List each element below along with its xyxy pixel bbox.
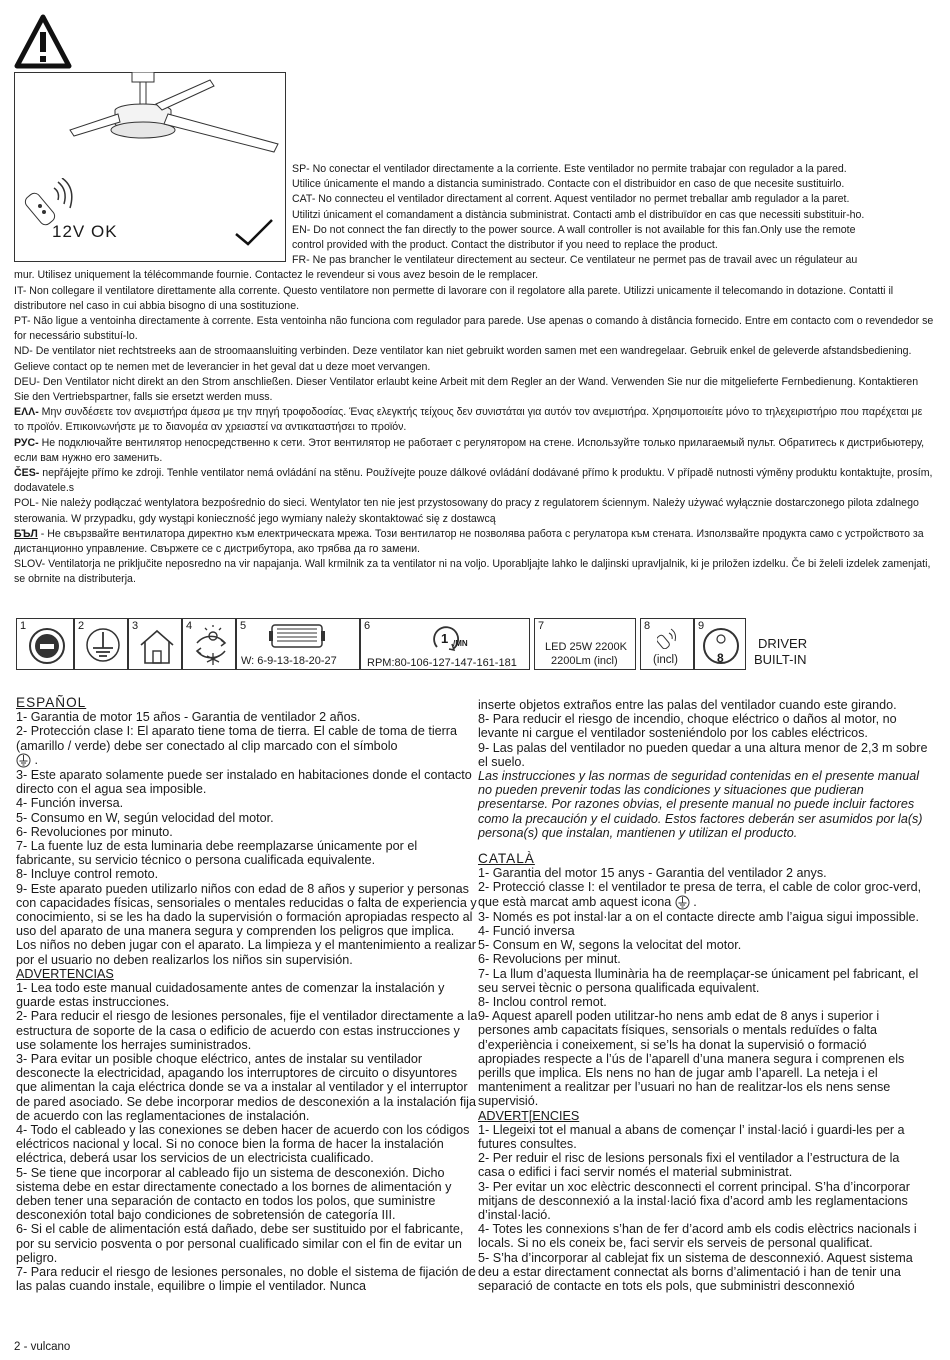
motor-icon <box>269 623 325 649</box>
spec-cell-warranty: 1 <box>16 618 74 670</box>
warning-deu: DEU- Den Ventilator nicht direkt an den Strom anschließen. Dieser Ventilator erlaubt keine Arbeit mit dem Regler an der Wand. Verwenden Sie nur die mitgelieferte Fernbedienung. Kontaktieren Sie den Vertriebspartner, falls sie ersetzt werden muss. <box>14 375 919 404</box>
spec-cell-children: 9 8 <box>694 618 746 670</box>
spec-cell-reverse: 4 <box>182 618 236 670</box>
spec-cell-watts: 5 W: 6-9-13-18-20-27 <box>236 618 360 670</box>
voltage-ok-label: 12V OK <box>52 222 118 241</box>
warning-en-2: control provided with the product. Contact the distributor if you need to replace the product. <box>292 239 718 252</box>
warning-slov: SLOV- Ventilatorja ne priključite neposredno na vir napajanja. Wall krmilnik za ta ventilator ni na voljo. Uporabljajte lahko le daljinski upravljalnik, ki je priložen izdelku. Če bi želeli izdelek zamenjati, se obrnite na distributerja. <box>14 558 931 586</box>
spec-cell-led: 7 LED 25W 2200K 2200Lm (incl) <box>534 618 636 670</box>
warning-sp: SP- No conectar el ventilador directamente a la corriente. Este ventilador no permite trabajar con regulador a la pared. <box>292 163 847 175</box>
spec-cell-rpm: 6 1 /MN RPM:80-106-127-147-161-181 <box>360 618 530 670</box>
spec-cell-remote: 8 (incl) <box>640 618 694 670</box>
led-label: LED 25W 2200K <box>545 641 627 653</box>
safety-note: Las instrucciones y las normas de seguridad contenidas en el presente manual no pueden prevenir todas las condiciones y situaciones que pudieran presentarse. Por razones obvias, el presente manual no puede incluir factores como la precaución y el cuidado. Estos factores deberán ser asumidos por la(s) persona(s) que instalan, mantienen y utilizan el producto. <box>478 769 923 840</box>
earth-symbol-icon <box>675 895 690 910</box>
warning-cat: CAT- No connecteu el ventilador directament al corrent. Aquest ventilador no permet treballar amb regulador a la paret. <box>292 193 850 206</box>
rpm-label: RPM:80-106-127-147-161-181 <box>367 657 517 669</box>
page-footer: 2 - vulcano <box>14 1341 71 1353</box>
warning-it: IT- Non collegare il ventilatore direttamente alla corrente. Questo ventilatore non permette di lavorare con il regolatore alla parete. Utilizzi unicamente il telecomando in dotazione. Contatti il distributore nel caso in cui abbia bisogno di una sostituzione. <box>14 284 894 312</box>
column-left: ESPAÑOL 1- Garantia de motor 15 años - Garantia de ventilador 2 años. 2- Protección clase I: El aparato tiene toma de tierra. El cable de toma de tierra (amarillo / verde) debe ser conectado al clip marcado con el símbolo . 3- Este aparato solamente puede ser instalado en habitaciones donde el contacto directo con el agua sea imposible. 4- Función inversa. 5- Consumo en W, según velocidad del motor. 6- Revoluciones por minuto. 7- La fuente luz de esta luminaria debe reemplazarse únicamente por el fabricante, su servicio técnico o persona cualificada equivalente. 8- Incluye control remoto. 9- Este aparato pueden utilizarlo niños con edad de 8 años y superior y personas con capacidades físicas, sensoriales o mentales reducidas o falta de experiencia y conocimiento, si se les ha dado la supervisión o formación apropiadas respecto al uso del aparato de una manera segura y comprenden los peligros que implica. Los niños no deben jugar con el aparato. La limpieza y el mantenimiento a realizar por el usuario no deben realizarlos los niños sin supervisión. ADVERTENCIAS 1- Lea todo este manual cuidadosamente antes de comenzar la instalación y guarde estas instrucciones. 2- Para reducir el riesgo de lesiones personales, fije el ventilador directamente a la estructura de soporte de la casa o edificio de acuerdo con estas instrucciones y use solamente los herrajes suministrados. 3- Para evitar un posible choque eléctrico, antes de instalar su ventilador desconecte la electricidad, apagando los interruptores de circuito o disyuntores que alimentan la caja eléctrica donde se va a instalar al ventilador y el interruptor de pared asociado. Se debe incorporar medios de desconexión a la instalación fija de acuerdo con las reglamentaciones de instalación. 4- Todo el cableado y las conexiones se deben hacer de acuerdo con los códigos eléctricos nacional y local. Si no conoce bien la forma de hacer la instalación eléctrica, deberá usar los servicios de un electricista cualificado. 5- Se tiene que incorporar al cableado fijo un sistema de desconexión. Dicho sistema debe en estar directamente conectado a los bornes de alimentación y deben tener una separación de contacto en todos los polos, que suministre desconexión total bajo condiciones de sobretensión de categoría III. 6- Si el cable de alimentación está dañado, debe ser sustituido por el fabricante, por su servicio posventa o por personal cualificado similar con el fin de evitar un peligro. 7- Para reducir el riesgo de lesiones personales, no doble el sistema de fijación de las palas cuando instale, equilibre o limpie el ventilador. Nunca <box>16 695 478 1294</box>
warning-ces: ČES- nepřájejte přímo ke zdroji. Tenhle ventilator nemá ovládání na stěnu. Používejte pouze dálkové ovládání dodávané přímo k produktu. V případě nutnosti výměny produktu kontaktujte, prosím, dodavatele.s <box>14 467 933 495</box>
lumens-label: 2200Lm (incl) <box>551 655 618 667</box>
warning-pt: PT- Não ligue a ventoinha directamente à corrente. Esta ventoinha não funciona com regulador para parede. Use apenas o comando à distância fornecido. Entre em contacto com o revendedor se for necessário substituí-lo. <box>14 315 934 343</box>
incl-label: (incl) <box>653 654 678 666</box>
warning-nd: ND- De ventilator niet rechtstreeks aan de stroomaansluiting verbinden. Deze ventilator kan niet gebruikt worden samen met een wandregelaar. Gebruik enkel de geleverde afstandsbediening. Gelieve contact op te nemen met de leverancier in het geval dat u deze moet vervangen. <box>14 345 912 373</box>
reverse-function-icon <box>191 625 231 667</box>
warning-en: EN- Do not connect the fan directly to the power source. A wall controller is not available for this fan.Only use the remote <box>292 223 856 236</box>
warning-rus: РУС- Не подключайте вентилятор непосредственно к сети. Этот вентилятор не работает с регулятором на стене. Используйте только прилагаемый пульт. Обратитесь к дистрибьютеру, если вам нужно его заменить. <box>14 436 925 464</box>
warranty-seal-icon <box>28 627 66 665</box>
column-right: inserte objetos extraños entre las palas del ventilador cuando este girando. 8- Para reducir el riesgo de incendio, choque eléctrico o daños al motor, no levante ni cargue el ventilador sosteniéndolo por los cables eléctricos. 9- Las palas del ventilador no pueden quedar a una altura menor de 2,3 m sobre el suelo. Las instrucciones y las normas de seguridad contenidas en el presente manual no pueden prevenir todas las condiciones y situaciones que pudieran presentarse. Por razones obvias, el presente manual no puede incluir factores como la precaución y el cuidado. Estos factores deberán ser asumidos por la(s) persona(s) que instalan, mantienen y utilizan el producto. CATALÀ 1- Garantia del motor 15 anys - Garantia del ventilador 2 anys. 2- Protecció classe I: el ventilador te presa de terra, el cable de color groc-verd, que està marcat amb aquest icona . 3- Només es pot instal·lar a on el contacte directe amb l’aigua sigui impossible. 4- Funció inversa 5- Consum en W, segons la velocitat del motor. 6- Revolucions per minut. 7- La llum d’aquesta lluminària ha de reemplaçar-se únicament pel fabricant, el seu servei tècnic o persona qualificada equivalent. 8- Inclou control remot. 9- Aquest aparell poden utilitzar-ho nens amb edat de 8 anys i superior i persones amb capacitats físiques, sensorials o mentals reduïdes o falta d’experiència i coneixement, si se’ls ha donat la supervisió o formació apropiades respecte a l’ús de l’aparell d’una manera segura i comprenen els perills que implica. Els nens no han de jugar amb l’aparell. La neteja i el manteniment a realitzar per l’usuari no han de realitzar-los els nens sense supervisió. ADVERT[ENCIES 1- Llegeixi tot el manual a abans de començar l’ instal·lació i guardi-les per a futures consultes. 2- Per reduir el risc de lesions personals fixi el ventilador a l’estructura de la casa o edifici i faci servir només el material subministrat. 3- Per evitar un xoc elèctric desconnecti el corrent principal. S’ha d’incorporar mitjans de desconnexió a la instal·lació fixa d’acord amb les reglamentacions d’instal·lació. 4- Totes les connexions s’han de fer d’acord amb els codis elèctrics nacionals i locals. Si no els coneix be, faci servir els serveis de personal qualificat. 5- S’ha d’incorporar al cablejat fix un sistema de desconnexió. Aquest sistema deu a estar directament connectat als borns d’alimentació i han de tenir una separació de contacte en tots els pols, que subministri desconnexió <box>478 698 928 1294</box>
warning-fr-2: mur. Utilisez uniquement la télécommande fournie. Contactez le revendeur si vous avez besoin de le remplacer. <box>14 269 539 282</box>
warning-ell: ΕΛΛ- Μην συνδέσετε τον ανεμιστήρα άμεσα με την πηγή τροφοδοσίας. Ένας ελεγκτής τείχους δεν συνιστάται για αυτόν τον ανεμιστήρα. Χρησιμοποιείτε μόνο το τηλεχειριστήριο που παρέχεται με το προϊόν. Επικοινωνήστε με το διανομέα αν χρειαστεί να αντικαταστήσει το προϊόν. <box>14 406 923 434</box>
warning-sp-2: Utilice únicamente el mando a distancia suministrado. Contacte con el distribuidor en caso de que necesite sustituirlo. <box>292 178 845 191</box>
earth-ground-icon <box>84 626 122 664</box>
spec-cell-indoor: 3 <box>128 618 182 670</box>
warning-pol: POL- Nie należy podłączać wentylatora bezpośrednio do sieci. Wentylator ten nie jest przystosowany do pracy z regulatorem ściennym. Należy używać wyłącznie dostarczonego pilota zdalnego sterowania. W przypadku, gdy wystąpi konieczność jego wymiany należy skontaktować się z dostawcą <box>14 497 919 525</box>
warning-bul: БЪЛ - Не свързвайте вентилатора директно към електрическата мрежа. Този вентилатор не позволява работа с регулатора към стената. Използвайте продукта само с устройството за дистанционно управление. Свържете се с дистрибутора, ако трябва да го замени. <box>14 527 924 556</box>
section-title-advertencies: ADVERT[ENCIES <box>478 1108 580 1123</box>
remote-icon <box>657 627 679 649</box>
section-title-espanol: ESPAÑOL <box>16 695 87 710</box>
watts-label: W: 6-9-13-18-20-27 <box>241 655 337 667</box>
warning-cat-2: Utilitzi únicament el comandament a distància subministrat. Contacti amb el distribuïdor en cas que necessiti substituir-ho. <box>292 208 865 221</box>
age-label: 8 <box>717 651 724 665</box>
warning-fr: FR- Ne pas brancher le ventilateur directement au secteur. Ce ventilateur ne permet pas de travail avec un régulateur au <box>292 254 858 267</box>
earth-symbol-icon <box>16 753 31 768</box>
spec-cell-driver: DRIVER BUILT-IN <box>754 636 808 667</box>
multilingual-warnings <box>14 162 934 588</box>
spec-cell-earth: 2 <box>74 618 128 670</box>
section-title-advertencias: ADVERTENCIAS <box>16 966 114 981</box>
warning-icon <box>14 14 72 70</box>
section-title-catala: CATALÀ <box>478 851 535 867</box>
indoor-house-icon <box>138 627 176 665</box>
